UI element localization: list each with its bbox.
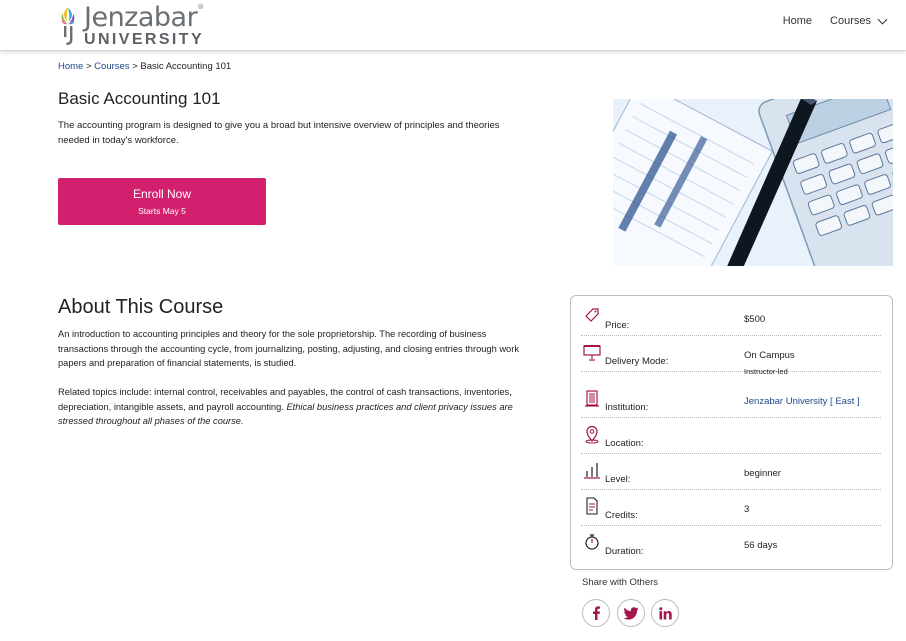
detail-row-level [581, 454, 881, 490]
breadcrumb-separator: > [83, 61, 95, 72]
detail-row-institution [581, 382, 881, 418]
location-pin-icon [583, 424, 601, 444]
breadcrumb-separator: > [129, 61, 141, 72]
breadcrumb [58, 61, 231, 72]
level-bars-icon [583, 460, 601, 480]
duration-label: Duration: [605, 546, 644, 557]
jenzabar-logo[interactable]: Jenzabar® UNIVERSITY [58, 4, 204, 48]
enroll-now-button[interactable] [58, 178, 266, 225]
brand-name: Jenzabar [84, 2, 198, 33]
main-nav [783, 15, 886, 27]
delivery-value: On Campus [744, 350, 795, 361]
share-label: Share with Others [582, 577, 659, 588]
nav-courses-dropdown[interactable] [830, 15, 886, 27]
credits-value: 3 [744, 504, 750, 515]
twitter-icon [624, 607, 639, 620]
about-description: An introduction to accounting principles and theory for the sole proprietorship. The recording of business transactions through the accounting cycle, from journalizing, posting, adjusting, and closing entries through work papers and preparation of financial statements, is studied. [58, 329, 519, 368]
about-related-topics [58, 385, 538, 429]
delivery-sub-value: Instructor-led [744, 367, 788, 376]
enroll-button-label: Enroll Now [132, 187, 192, 201]
page-title: Basic Accounting 101 [58, 89, 221, 108]
brand-subtitle: UNIVERSITY [84, 31, 205, 48]
detail-row-delivery [581, 336, 881, 376]
stopwatch-icon [583, 532, 601, 552]
nav-home-link[interactable]: Home [782, 15, 813, 27]
about-related-text: Related topics include: internal control, receivables and payables, the control of cash transactions, inventories, depreciation, intangible assets, and payroll accounting. [58, 387, 512, 412]
share-twitter-button[interactable] [617, 599, 645, 627]
about-heading: About This Course [58, 296, 224, 318]
about-ethics-note: Ethical business practices and client privacy issues are stressed throughout all phases of the course. [58, 401, 513, 426]
course-hero-image [613, 99, 893, 266]
nav-courses-label: Courses [830, 15, 871, 27]
location-label: Location: [605, 438, 644, 449]
chevron-down-icon [878, 14, 888, 24]
breadcrumb-courses-link[interactable]: Courses [94, 61, 130, 72]
course-details-card [570, 295, 893, 570]
credits-document-icon [583, 496, 601, 516]
share-linkedin-button[interactable] [651, 599, 679, 627]
presentation-board-icon [583, 342, 601, 362]
detail-row-credits [581, 490, 881, 526]
institution-label: Institution: [605, 402, 649, 413]
price-tag-icon [583, 306, 601, 326]
breadcrumb-current: Basic Accounting 101 [140, 61, 232, 72]
detail-row-price [581, 300, 881, 336]
top-navbar [0, 0, 906, 51]
level-label: Level: [605, 474, 631, 485]
detail-row-location [581, 418, 881, 454]
share-facebook-button[interactable] [582, 599, 610, 627]
course-intro: The accounting program is designed to give you a broad but intensive overview of principles and theories needed in today's workforce. [58, 120, 500, 146]
institution-link[interactable]: Jenzabar University [ East ] [744, 396, 860, 407]
jenzabar-leaf-icon [58, 5, 78, 47]
duration-value: 56 days [744, 540, 778, 551]
facebook-icon [590, 606, 602, 620]
price-value: $500 [744, 314, 766, 325]
credits-label: Credits: [605, 510, 638, 521]
breadcrumb-home-link[interactable]: Home [58, 61, 84, 72]
level-value: beginner [744, 468, 781, 479]
detail-row-duration [581, 526, 881, 562]
price-label: Price: [605, 320, 630, 331]
enroll-start-date: Starts May 5 [138, 206, 186, 216]
institution-building-icon [583, 388, 601, 408]
delivery-label: Delivery Mode: [605, 356, 669, 367]
linkedin-icon [659, 607, 672, 620]
